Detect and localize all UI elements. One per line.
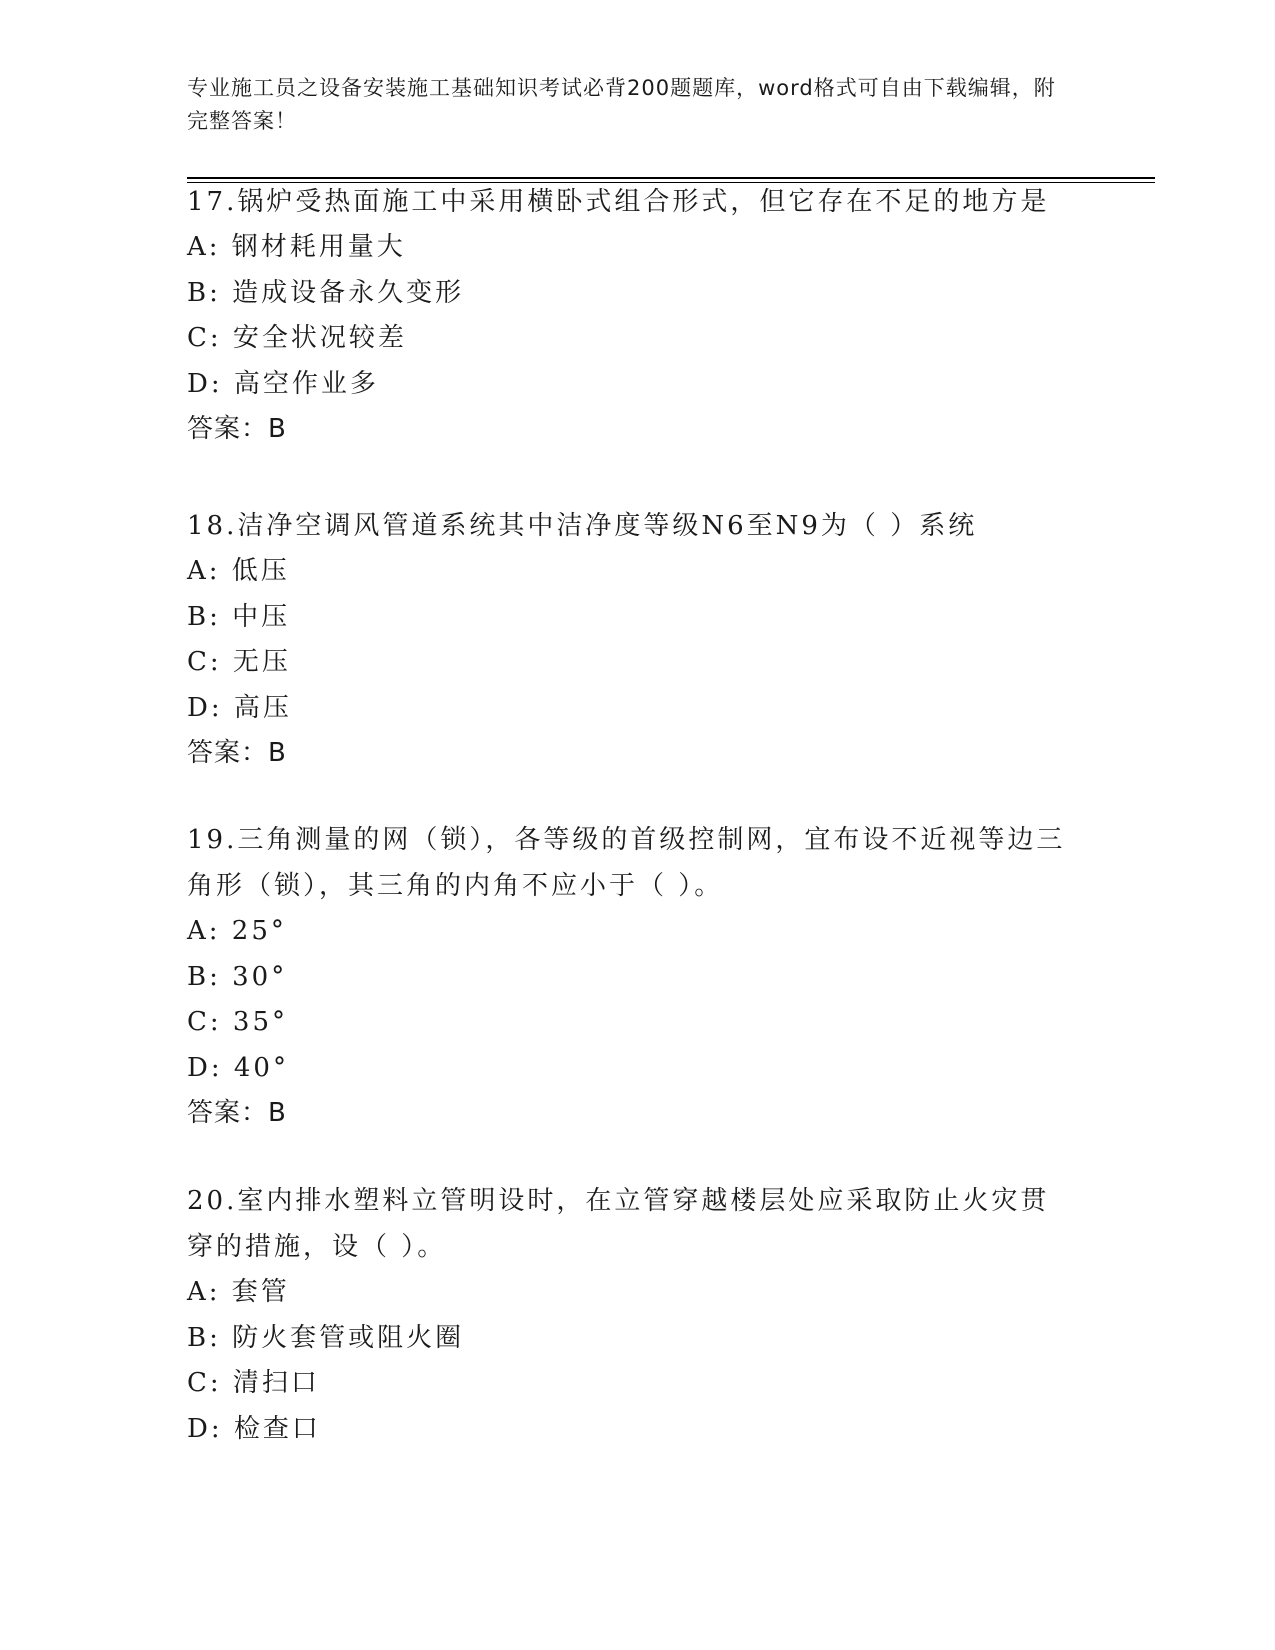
option-c: C: 清扫口 <box>187 1368 320 1398</box>
option-c: C: 35° <box>187 1007 289 1037</box>
option-d: D: 40° <box>187 1052 289 1083</box>
option-d: D: 检查口 <box>187 1413 321 1444</box>
question-stem: 20.室内排水塑料立管明设时，在立管穿越楼层处应采取防止火灾贯穿的措施，设（ ）。 <box>187 1186 1050 1262</box>
option-b: B: 30° <box>187 961 288 992</box>
question-stem: 19.三角测量的网（锁），各等级的首级控制网，宜布设不近视等边三角形（锁），其三角的内角不应小于（ ）。 <box>187 825 1066 901</box>
option-a: A: 钢材耗用量大 <box>187 232 406 262</box>
option-b: B: 造成设备永久变形 <box>187 277 465 308</box>
option-b: B: 中压 <box>187 601 291 632</box>
question-19 <box>187 817 1067 1136</box>
answer-line: 答案：B <box>187 414 287 444</box>
answer-line: 答案：B <box>187 738 287 768</box>
document-header: 专业施工员之设备安装施工基础知识考试必背200题题库，word格式可自由下载编辑，附完整答案！ <box>187 76 1056 133</box>
question-18 <box>187 503 1067 776</box>
option-c: C: 安全状况较差 <box>187 323 407 353</box>
option-b: B: 防火套管或阻火圈 <box>187 1322 465 1353</box>
question-20 <box>187 1178 1067 1452</box>
option-a: A: 25° <box>187 916 287 946</box>
question-stem: 17.锅炉受热面施工中采用横卧式组合形式，但它存在不足的地方是 <box>187 187 1050 217</box>
option-a: A: 套管 <box>187 1277 290 1307</box>
question-stem: 18.洁净空调风管道系统其中洁净度等级N6至N9为（ ）系统 <box>187 511 978 541</box>
option-d: D: 高空作业多 <box>187 368 379 399</box>
answer-line: 答案：B <box>187 1098 287 1128</box>
option-c: C: 无压 <box>187 647 291 677</box>
option-a: A: 低压 <box>187 556 290 586</box>
option-d: D: 高压 <box>187 692 292 723</box>
question-17 <box>187 179 1067 452</box>
